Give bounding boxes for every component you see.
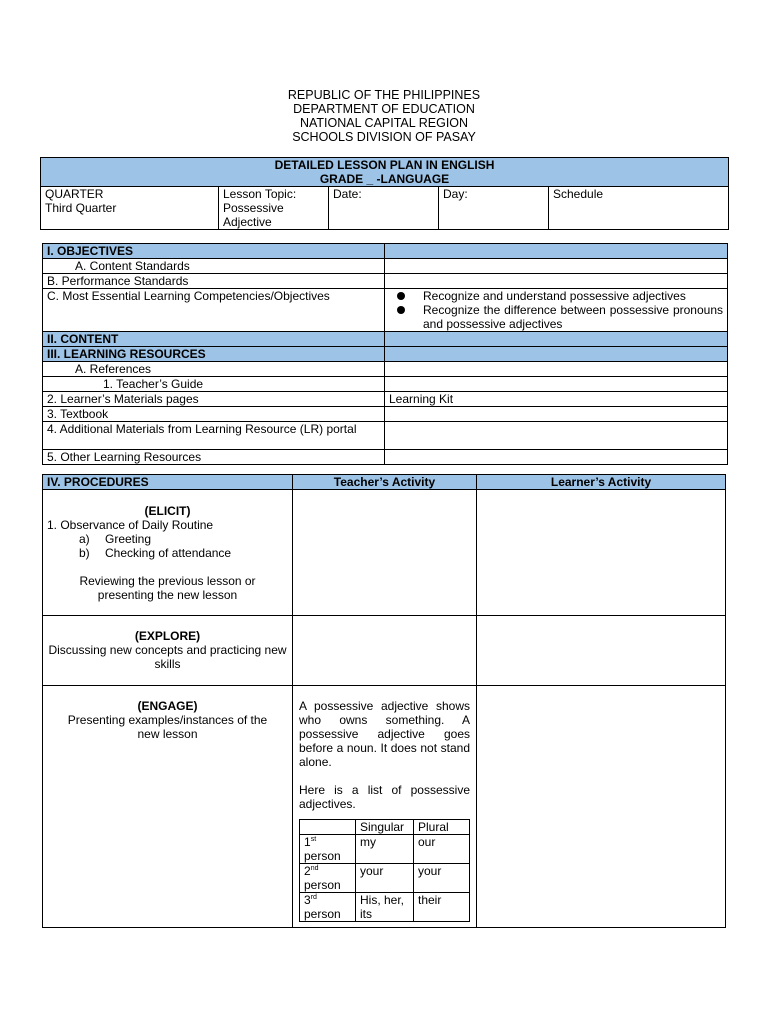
references-label: A. References [43, 362, 385, 377]
additional-materials-label: 4. Additional Materials from Learning Resource (LR) portal [43, 422, 385, 450]
person-ordinal: rd [310, 894, 317, 901]
lesson-plan-title-table [40, 157, 729, 230]
objectives-heading: I. OBJECTIVES [43, 244, 385, 259]
elicit-item-marker: b) [79, 546, 90, 560]
learning-resources-heading-blank [385, 347, 728, 362]
textbook-label: 3. Textbook [43, 407, 385, 422]
person-cell [300, 893, 356, 922]
procedures-table [42, 474, 726, 928]
content-heading-blank [385, 332, 728, 347]
person-ordinal: nd [310, 865, 319, 872]
person-word: person [304, 907, 341, 921]
competencies-label: C. Most Essential Learning Competencies/Objectives [43, 289, 385, 332]
competency-item: Recognize and understand possessive adjectives [389, 289, 723, 303]
explore-teacher-activity [293, 616, 477, 686]
elicit-cell [43, 490, 293, 616]
learner-activity-heading: Learner’s Activity [477, 475, 726, 490]
performance-standards-value [385, 274, 728, 289]
plural-cell: our [414, 835, 470, 864]
person-cell [300, 835, 356, 864]
engage-title: (ENGAGE) [137, 699, 198, 713]
elicit-title: (ELICIT) [144, 504, 191, 518]
engage-description: Presenting examples/instances of the new lesson [67, 713, 268, 741]
document-header [0, 88, 768, 144]
singular-cell: His, her, its [356, 893, 414, 922]
lesson-plan-title-cell [41, 158, 729, 187]
header-line-republic: REPUBLIC OF THE PHILIPPINES [287, 88, 481, 102]
engage-teacher-activity [293, 686, 477, 928]
content-standards-label: A. Content Standards [43, 259, 385, 274]
singular-cell: my [356, 835, 414, 864]
objectives-heading-blank [385, 244, 728, 259]
objectives-table [42, 243, 728, 465]
competencies-list [389, 289, 723, 331]
singular-cell: your [356, 864, 414, 893]
person-word: person [304, 878, 341, 892]
procedures-heading: IV. PROCEDURES [43, 475, 293, 490]
plural-cell: their [414, 893, 470, 922]
lesson-plan-title: DETAILED LESSON PLAN IN ENGLISH [274, 158, 495, 172]
elicit-item-attendance [47, 546, 288, 560]
competency-item: Recognize the difference between possessive pronouns and possessive adjectives [389, 303, 723, 331]
elicit-learner-activity [477, 490, 726, 616]
explore-title: (EXPLORE) [134, 629, 201, 643]
person-word: person [304, 849, 341, 863]
competencies-value [385, 289, 728, 332]
plural-cell: your [414, 864, 470, 893]
quarter-label: QUARTER [45, 187, 104, 201]
engage-teacher-paragraph-2: Here is a list of possessive adjectives. [299, 783, 470, 811]
header-line-department: DEPARTMENT OF EDUCATION [293, 102, 475, 116]
elicit-item-marker: a) [79, 532, 90, 546]
schedule-cell [549, 187, 729, 230]
learners-materials-label: 2. Learner’s Materials pages [43, 392, 385, 407]
possessive-table-corner [300, 820, 356, 835]
possessive-adjectives-table [299, 819, 470, 922]
engage-cell [43, 686, 293, 928]
teachers-guide-value [385, 377, 728, 392]
explore-description: Discussing new concepts and practicing new skills [48, 643, 287, 671]
lesson-topic-value-2: Adjective [223, 215, 272, 229]
elicit-item-text: Checking of attendance [105, 546, 232, 560]
schedule-label: Schedule [553, 187, 604, 201]
day-cell [439, 187, 549, 230]
person-number: 2 [304, 864, 311, 878]
teacher-activity-heading: Teacher’s Activity [293, 475, 477, 490]
textbook-value [385, 407, 728, 422]
elicit-item-greeting [47, 532, 288, 546]
plural-column-header: Plural [414, 820, 470, 835]
elicit-daily-routine: 1. Observance of Daily Routine [47, 518, 214, 532]
date-cell [329, 187, 439, 230]
singular-column-header: Singular [356, 820, 414, 835]
person-ordinal: st [310, 836, 317, 843]
day-label: Day: [443, 187, 468, 201]
lesson-topic-label: Lesson Topic: [223, 187, 297, 201]
elicit-review-text: Reviewing the previous lesson or presenting the new lesson [79, 574, 256, 602]
person-number: 1 [304, 835, 311, 849]
references-value [385, 362, 728, 377]
lesson-topic-cell [219, 187, 329, 230]
additional-materials-value [385, 422, 728, 450]
person-cell [300, 864, 356, 893]
elicit-teacher-activity [293, 490, 477, 616]
date-label: Date: [333, 187, 362, 201]
content-heading: II. CONTENT [43, 332, 385, 347]
header-line-division: SCHOOLS DIVISION OF PASAY [292, 130, 476, 144]
other-resources-value [385, 450, 728, 465]
lesson-plan-grade: GRADE _ -LANGUAGE [319, 172, 450, 186]
learning-resources-heading: III. LEARNING RESOURCES [43, 347, 385, 362]
explore-learner-activity [477, 616, 726, 686]
engage-learner-activity [477, 686, 726, 928]
person-number: 3 [304, 893, 311, 907]
lesson-topic-value-1: Possessive [223, 201, 284, 215]
content-standards-value [385, 259, 728, 274]
other-resources-label: 5. Other Learning Resources [43, 450, 385, 465]
learners-materials-value: Learning Kit [385, 392, 728, 407]
quarter-value: Third Quarter [45, 201, 117, 215]
engage-teacher-paragraph-1: A possessive adjective shows who owns something. A possessive adjective goes before a noun. It does not stand alone. [299, 699, 470, 769]
teachers-guide-label: 1. Teacher’s Guide [43, 377, 385, 392]
quarter-cell [41, 187, 219, 230]
performance-standards-label: B. Performance Standards [43, 274, 385, 289]
explore-cell [43, 616, 293, 686]
header-line-region: NATIONAL CAPITAL REGION [299, 116, 469, 130]
elicit-item-text: Greeting [105, 532, 152, 546]
